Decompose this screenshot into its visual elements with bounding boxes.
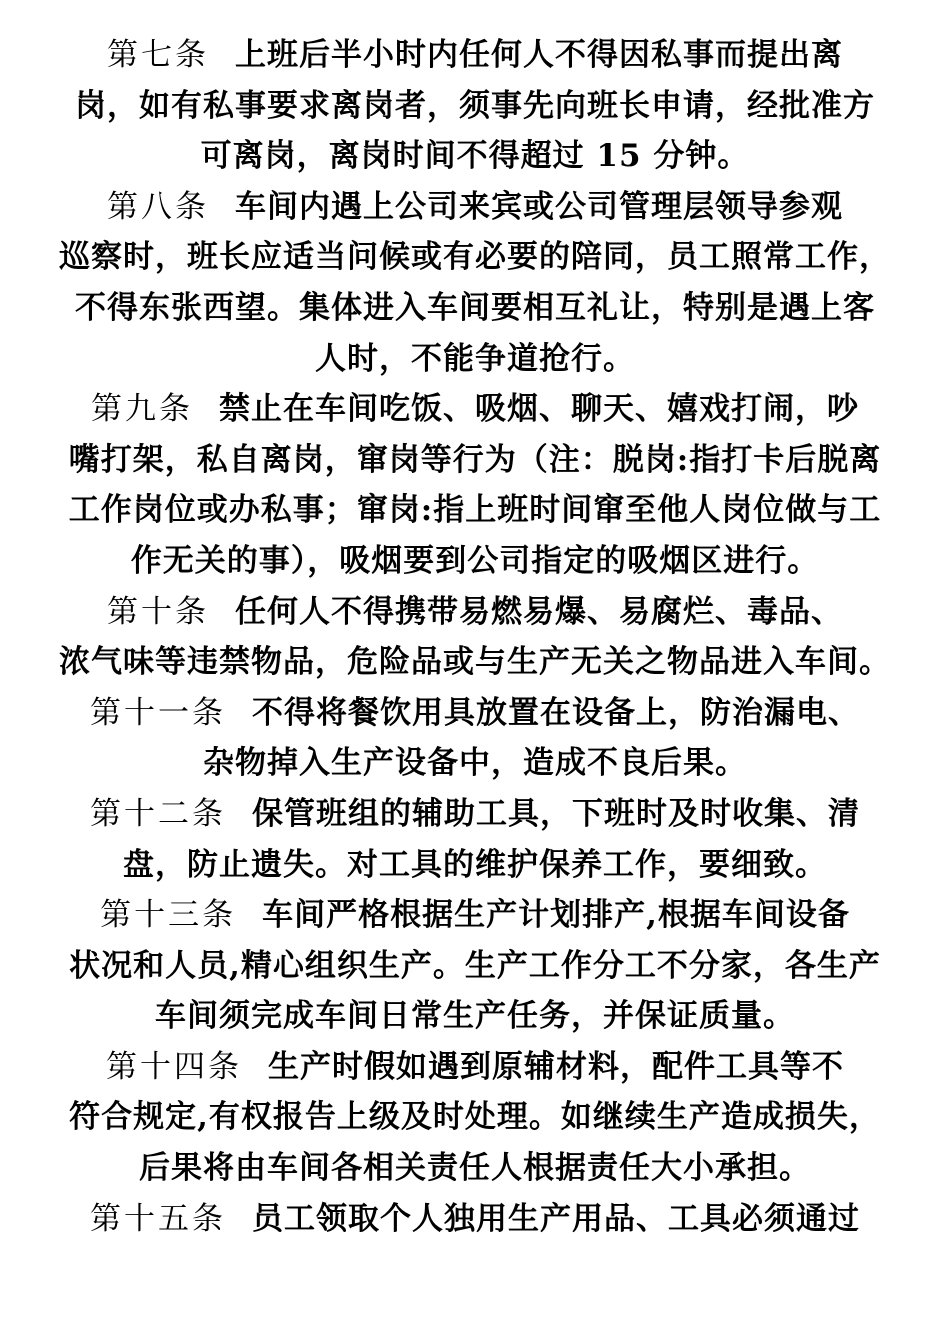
article-text: 禁止在车间吃饭、吸烟、聊天、嬉戏打闹，吵 [219, 391, 859, 428]
article-text: 浓气味等违禁物品，危险品或与生产无关之物品进入车间。 [59, 644, 891, 681]
article-text: 上班后半小时内任何人不得因私事而提出离 [235, 37, 843, 73]
article-text: 可离岗，离岗时间不得超过 15 分钟。 [200, 138, 750, 175]
article-line [0, 587, 950, 638]
article-text: 任何人不得携带易燃易爆、易腐烂、毒品、 [235, 593, 843, 630]
article-line [0, 1092, 950, 1143]
document-page [0, 30, 950, 1244]
article-paragraph [0, 587, 950, 688]
article-line [0, 81, 950, 132]
article-line [0, 334, 950, 385]
article-line [0, 182, 950, 233]
article-text: 状况和人员,精心组织生产。生产工作分工不分家，各生产 [69, 947, 881, 984]
article-line [0, 637, 950, 688]
article-text: 车间严格根据生产计划排产,根据车间设备 [262, 897, 850, 934]
article-text: 生产时假如遇到原辅材料，配件工具等不 [268, 1048, 844, 1085]
article-text: 符合规定,有权报告上级及时处理。如继续生产造成损失， [69, 1099, 881, 1136]
article-line [0, 131, 950, 182]
article-text: 后果将由车间各相关责任人根据责任大小承担。 [139, 1150, 811, 1187]
article-text: 不得东张西望。集体进入车间要相互礼让，特别是遇上客 [75, 289, 875, 326]
article-line [0, 384, 950, 435]
article-text: 嘴打架，私自离岗，窜岗等行为（注：脱岗:指打卡后脱离 [68, 441, 882, 478]
article-number: 第十三条 [100, 897, 237, 934]
article-text: 保管班组的辅助工具，下班时及时收集、清 [252, 795, 860, 832]
article-number: 第十四条 [106, 1048, 242, 1085]
article-text: 巡察时，班长应适当问候或有必要的陪同，员工照常工作， [59, 239, 891, 276]
article-text: 盘，防止遗失。对工具的维护保养工作，要细致。 [123, 846, 827, 883]
article-number: 第十条 [107, 593, 209, 630]
article-line [0, 1042, 950, 1093]
article-text: 员工领取个人独用生产用品、工具必须通过 [252, 1200, 860, 1237]
article-line [0, 890, 950, 941]
article-number: 第十一条 [90, 694, 226, 731]
article-line [0, 789, 950, 840]
article-text: 杂物掉入生产设备中，造成不良后果。 [203, 745, 747, 782]
article-line [0, 30, 950, 81]
article-text: 车间内遇上公司来宾或公司管理层领导参观 [235, 188, 843, 225]
article-text: 作无关的事），吸烟要到公司指定的吸烟区进行。 [130, 542, 820, 579]
article-paragraph [0, 384, 950, 586]
article-number: 第七条 [107, 37, 209, 73]
article-paragraph [0, 789, 950, 890]
article-line [0, 485, 950, 536]
article-line [0, 1143, 950, 1194]
article-line [0, 688, 950, 739]
article-paragraph [0, 1042, 950, 1194]
article-text: 工作岗位或办私事；窜岗:指上班时间窜至他人岗位做与工 [68, 492, 882, 529]
article-line [0, 232, 950, 283]
article-line [0, 991, 950, 1042]
article-line [0, 1194, 950, 1245]
article-paragraph [0, 688, 950, 789]
article-line [0, 283, 950, 334]
article-line [0, 435, 950, 486]
article-number: 第十二条 [90, 795, 226, 832]
article-line [0, 738, 950, 789]
article-text: 岗，如有私事要求离岗者，须事先向班长申请，经批准方 [75, 87, 875, 124]
article-paragraph [0, 182, 950, 384]
article-paragraph [0, 890, 950, 1042]
article-number: 第九条 [91, 391, 193, 428]
article-text: 不得将餐饮用具放置在设备上，防治漏电、 [252, 694, 860, 731]
article-paragraph [0, 1194, 950, 1245]
article-paragraph [0, 30, 950, 182]
article-line [0, 536, 950, 587]
article-line [0, 840, 950, 891]
article-number: 第八条 [107, 188, 209, 225]
article-text: 车间须完成车间日常生产任务，并保证质量。 [155, 998, 795, 1035]
article-line [0, 941, 950, 992]
article-text: 人时，不能争道抢行。 [315, 340, 635, 377]
article-number: 第十五条 [90, 1200, 226, 1237]
